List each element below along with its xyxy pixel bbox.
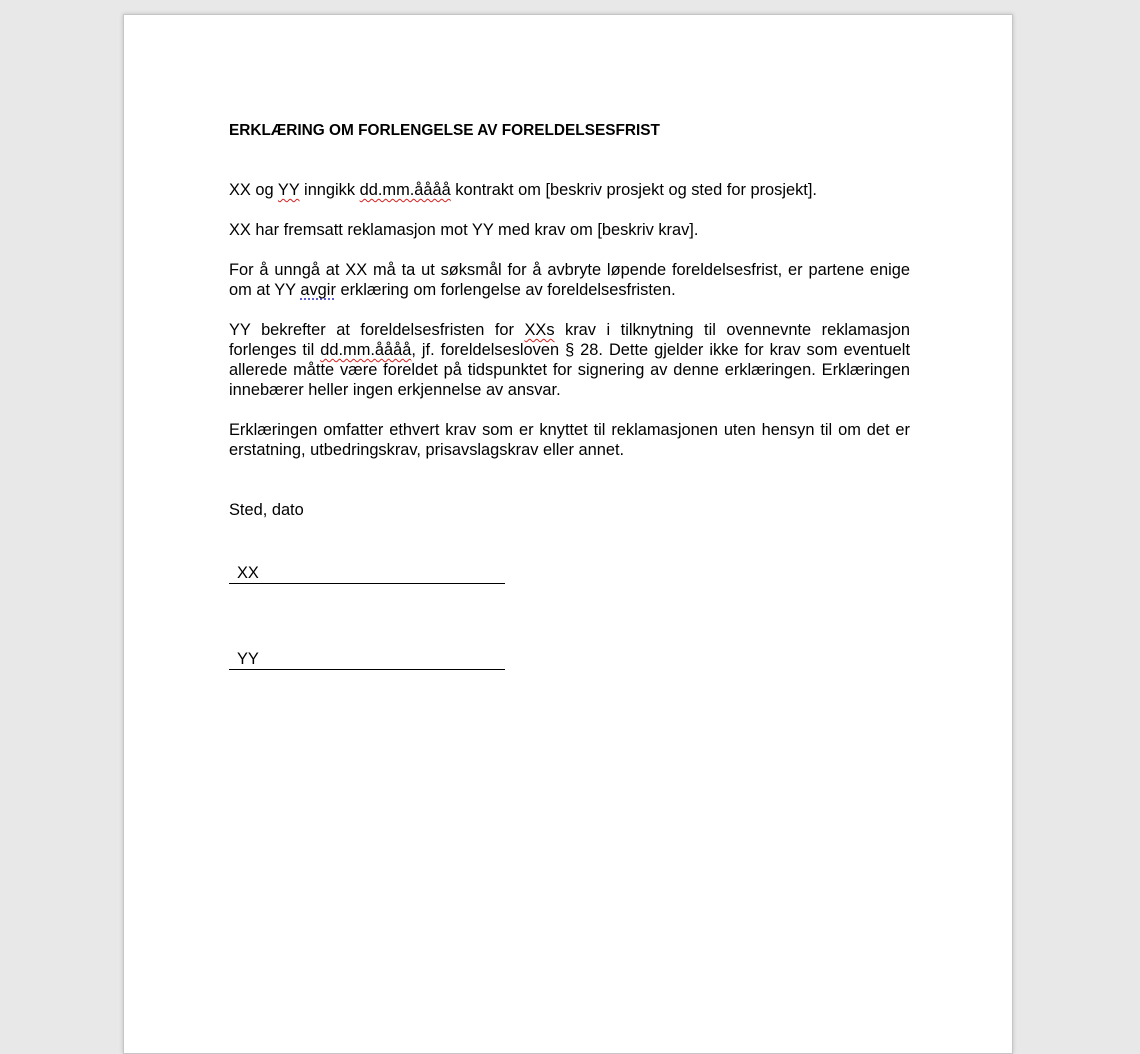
document-body[interactable] — [229, 121, 910, 670]
p1-text-c: inngikk — [299, 181, 360, 199]
p4-text-c: krav i tilknytning til ovennevnte reklamasjon forlenges til — [229, 321, 910, 359]
document-title: ERKLÆRING OM FORLENGELSE AV FORELDELSESFRIST — [229, 122, 660, 139]
spelling-flag-date-2[interactable]: dd.mm.åååå — [320, 341, 412, 359]
signature-label-xx: XX — [237, 564, 259, 582]
paragraph-claim: XX har fremsatt reklamasjon mot YY med krav om [beskriv krav]. — [229, 221, 699, 239]
p1-text-a: XX og — [229, 181, 278, 199]
signature-line-xx — [229, 562, 505, 584]
p3-text-a: For å unngå at XX må ta ut søksmål for å avbryte løpende foreldelsesfrist, er partene enige om at YY — [229, 261, 910, 299]
paragraph-contract — [229, 180, 910, 200]
p4-text-e: , jf. foreldelsesloven § 28. Dette gjelder ikke for krav som eventuelt allerede måtte være foreldet på tidspunktet for signering av denne erklæringen. Erklæringen innebærer heller ingen erkjennelse av ansvar. — [229, 341, 910, 399]
spelling-flag-date[interactable]: dd.mm.åååå — [359, 181, 451, 199]
signature-label-yy: YY — [237, 650, 259, 668]
paragraph-extension — [229, 320, 910, 400]
spelling-flag-xxs[interactable]: XXs — [524, 321, 555, 339]
p4-text-a: YY bekrefter at foreldelsesfristen for — [229, 321, 525, 339]
paragraph-scope: Erklæringen omfatter ethvert krav som er knyttet til reklamasjonen uten hensyn til om det er erstatning, utbedringskrav, prisavslagskrav eller annet. — [229, 421, 910, 459]
p1-text-e: kontrakt om [beskriv prosjekt og sted for prosjekt]. — [450, 181, 817, 199]
document-page — [123, 14, 1013, 1054]
paragraph-agreement — [229, 260, 910, 300]
place-date-label: Sted, dato — [229, 501, 304, 519]
p3-text-c: erklæring om forlengelse av foreldelsesfristen. — [335, 281, 676, 299]
spelling-flag-yy[interactable]: YY — [277, 181, 300, 199]
signature-line-yy — [229, 648, 505, 670]
grammar-flag-avgir[interactable]: avgir — [300, 281, 336, 299]
